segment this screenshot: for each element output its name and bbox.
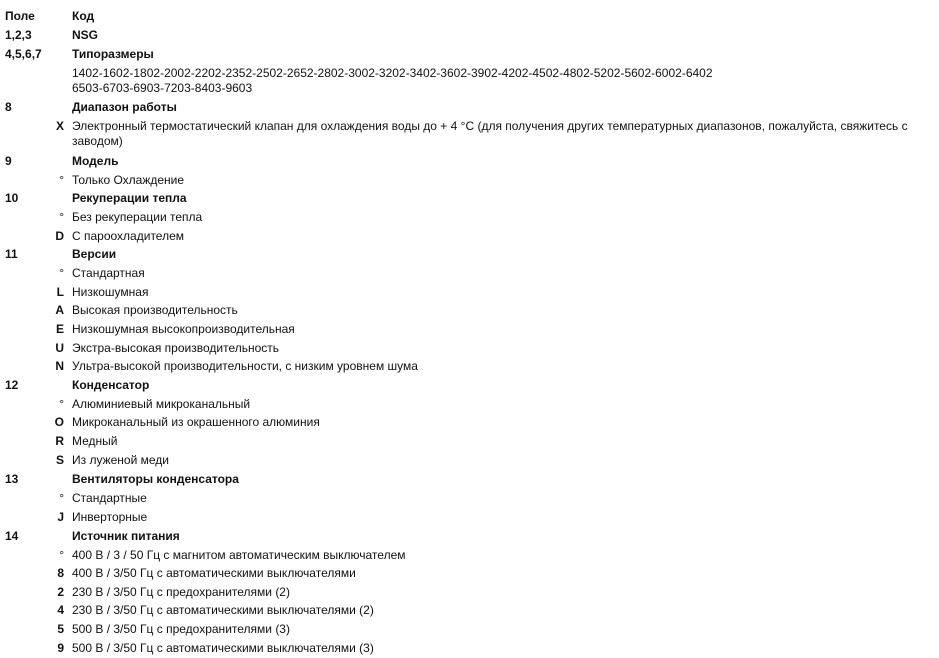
option-code: ° (59, 266, 64, 280)
option-description: Низкошумная высокопроизводительная (72, 322, 295, 336)
section-title: Диапазон работы (72, 100, 177, 114)
option-code: ° (59, 173, 64, 187)
section-title: Типоразмеры (72, 47, 154, 61)
option-code: ° (59, 210, 64, 224)
field-number: 14 (5, 529, 19, 543)
option-code: S (55, 453, 64, 467)
option-code: J (57, 510, 64, 524)
option-description: Микроканальный из окрашенного алюминия (72, 415, 320, 429)
option-description: 230 В / 3/50 Гц с предохранителями (2) (72, 585, 290, 599)
option-code: 5 (57, 622, 64, 636)
option-description: Высокая производительность (72, 303, 238, 317)
field-number: 13 (5, 472, 19, 486)
field-number: 4,5,6,7 (5, 47, 42, 61)
option-description: 400 В / 3/50 Гц с автоматическими выключателями (72, 566, 356, 580)
header-field: Поле (5, 9, 35, 23)
field-number: 12 (5, 378, 19, 392)
option-code: L (56, 285, 64, 299)
option-description: Низкошумная (72, 285, 149, 299)
option-code: X (55, 119, 64, 133)
field-number: 1,2,3 (5, 28, 32, 42)
option-description: Без рекуперации тепла (72, 210, 203, 224)
section-title: Вентиляторы конденсатора (72, 472, 239, 486)
option-description: 6503-6703-6903-7203-8403-9603 (72, 81, 253, 95)
option-code: 8 (57, 566, 64, 580)
option-description: Стандартная (72, 266, 145, 280)
option-description: Из луженой меди (72, 453, 170, 467)
option-description: Электронный термостатический клапан для охлаждения воды до + 4 °C (для получения других температурных диапазонов, пожалуйста, свяжитесь с заводом) (72, 119, 908, 148)
option-description: Экстра-высокая производительность (72, 341, 280, 355)
option-code: U (55, 341, 64, 355)
option-code: ° (59, 491, 64, 505)
section-title: Модель (72, 154, 119, 168)
option-description: Только Охлаждение (72, 173, 185, 187)
option-description: 1402-1602-1802-2002-2202-2352-2502-2652-2802-3002-3202-3402-3602-3902-4202-4502-4802-5202-5602-6002-6402 (72, 66, 713, 80)
option-code: ° (59, 397, 64, 411)
field-number: 8 (5, 100, 12, 114)
option-code: ° (59, 548, 64, 562)
section-title: Версии (72, 247, 117, 261)
section-title: NSG (72, 28, 99, 42)
option-description: 500 В / 3/50 Гц с автоматическими выключателями (3) (72, 641, 374, 655)
option-code: N (55, 359, 64, 373)
option-code: 9 (57, 641, 64, 655)
field-number: 9 (5, 154, 12, 168)
option-code: R (55, 434, 64, 448)
option-description: 500 В / 3/50 Гц с предохранителями (3) (72, 622, 290, 636)
option-description: Инверторные (72, 510, 148, 524)
option-description: 230 В / 3/50 Гц с автоматическими выключателями (2) (72, 603, 374, 617)
section-title: Рекуперации тепла (72, 191, 187, 205)
option-description: Медный (72, 434, 118, 448)
option-code: A (55, 303, 64, 317)
option-description: Алюминиевый микроканальный (72, 397, 251, 411)
option-description: Стандартные (72, 491, 147, 505)
option-code: 2 (57, 585, 64, 599)
section-title: Источник питания (72, 529, 180, 543)
option-code: 4 (57, 603, 64, 617)
option-code: D (55, 229, 64, 243)
option-description: Ультра-высокой производительности, с низким уровнем шума (72, 359, 418, 373)
option-code: O (54, 415, 64, 429)
header-code: Код (72, 9, 95, 23)
section-title: Конденсатор (72, 378, 150, 392)
option-description: 400 В / 3 / 50 Гц с магнитом автоматическим выключателем (72, 548, 406, 562)
field-number: 10 (5, 191, 19, 205)
option-description: С пароохладителем (72, 229, 185, 243)
field-number: 11 (5, 247, 18, 261)
option-code: E (55, 322, 64, 336)
